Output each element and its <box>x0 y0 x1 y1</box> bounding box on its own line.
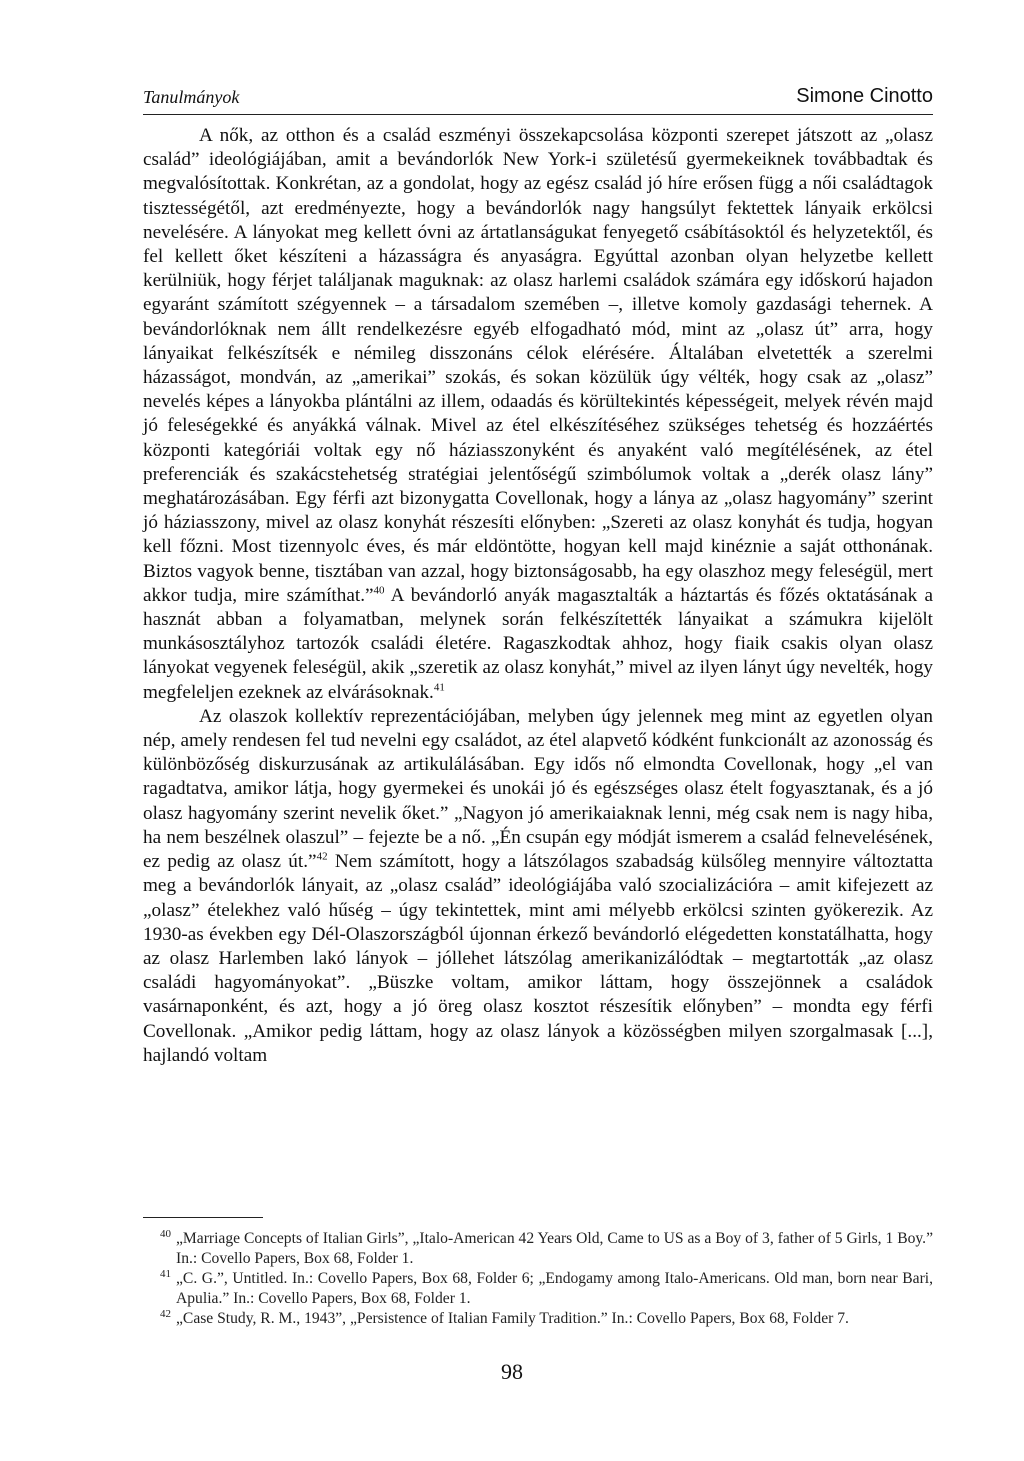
paragraph-2-text-a: Az olaszok kollektív reprezentációjában, melyben úgy jelennek meg mint az egyetlen olyan nép, amely rendesen fel tud nevelni egy családot, az étel alapvető kódként funkcionált az azonosság és különbözőség diskurzusának az artikulálásában. Egy idős nő elmondta Covellonak, hogy „el van ragadtatva, amikor látja, hogy gyermekei és unokái jó és egészséges olasz ételt fogyasztanak, és a jó olasz hagyomány szerint nevelik őket.” „Nagyon jó amerikaiaknak lenni, még csak nem is nagy hiba, ha nem beszélnek olaszul” – fejezte be a nő. „Én csupán egy módját ismerem a család felnevelésének, ez pedig az olasz út.” <box>143 705 933 873</box>
footnote-number: 42 <box>160 1308 171 1320</box>
footnote-number: 40 <box>160 1228 171 1240</box>
header-section-title: Tanulmányok <box>143 87 240 107</box>
footnote-text: „Case Study, R. M., 1943”, „Persistence of Italian Family Tradition.” In.: Covello Papers, Box 68, Folder 7. <box>176 1310 849 1327</box>
footnote-divider <box>143 1217 263 1218</box>
footnote-ref-41: 41 <box>433 681 445 694</box>
paragraph-2 <box>143 705 933 1068</box>
footnote-41 <box>143 1269 933 1308</box>
paragraph-2-text-b: Nem számított, hogy a látszólagos szabadság külsőleg mennyire változtatta meg a bevándorlók lányait, az „olasz család” ideológiájába való szocializációra – amit kifejezett az „olasz” ételekhez való hűség – úgy tekintettek, mint ami mélyebb erkölcsi szinten gyökerezik. Az 1930-as években egy Dél-Olaszországból újonnan érkező bevándorló elégedetten konstatálhatta, hogy az olasz Harlemben lakó lányok – jóllehet látszólag amerikanizálódtak – megtartották „az olasz családi hagyományokat”. „Büszke voltam, amikor láttam, hogy összejönnek a családok vasárnaponként, és azt, hogy a jó öreg olasz kosztot részesítik előnyben” – mondta egy férfi Covellonak. „Amikor pedig láttam, hogy az olasz lányok a közösségben milyen szorgalmasak [...], hajlandó voltam <box>143 851 933 1066</box>
paragraph-1 <box>143 124 933 705</box>
footnote-text: „C. G.”, Untitled. In.: Covello Papers, Box 68, Folder 6; „Endogamy among Italo-Americans. Old man, born near Bari, Apulia.” In.: Covello Papers, Box 68, Folder 1. <box>176 1270 933 1307</box>
page-number: 98 <box>501 1359 523 1384</box>
footnotes <box>143 1229 933 1330</box>
footnote-text: „Marriage Concepts of Italian Girls”, „Italo-American 42 Years Old, Came to US as a Boy of 3, father of 5 Girls, 1 Boy.” In.: Covello Papers, Box 68, Folder 1. <box>176 1230 933 1267</box>
footnote-ref-42: 42 <box>316 850 328 863</box>
paragraph-1-text-a: A nők, az otthon és a család eszményi összekapcsolása központi szerepet játszott az „olasz család” ideológiájában, amit a bevándorlók New York-i születésű gyermekeiknek továbbadtak és megvalósítottak. Konkrétan, az a gondolat, hogy az egész család jó híre erősen függ a női családtagok tisztességétől, azt eredményezte, hogy a bevándorlók nagy hangsúlyt fektettek lányaik erkölcsi nevelésére. A lányokat meg kellett óvni az ártatlanságukat fenyegető csábításoktól és helyzetektől, és fel kellett őket készíteni a házasságra és anyaságra. Egyúttal azonban olyan helyzetbe kellett kerülniük, hogy férjet találjanak maguknak: az olasz harlemi családok számára egy időskorú hajadon egyaránt számított szégyennek – a társadalom szemében –, illetve komoly gazdasági tehernek. A bevándorlóknak nem állt rendelkezésre egyéb elfogadható mód, mint az „olasz út” arra, hogy lányaikat felkészítsék e némileg disszonáns célok elérésére. Általában elvetették a szerelmi házasságot, mondván, az „amerikai” szokás, és sokan közülük úgy vélték, hogy csak az „olasz” nevelés képes a lányokba plántálni az illem, odaadás és körültekintés képességeit, melyek révén majd jó feleségekké és anyákká válnak. Mivel az étel elkészítéséhez szükséges tehetség és hozzáértés központi kategóriái voltak egy nő háziasszonyként és anyaként való megítélésének, az étel preferenciák és szakácstehetség stratégiai jelentőségű szimbólumok voltak a „derék olasz lány” meghatározásában. Egy férfi azt bizonygatta Covellonak, hogy a lánya az „olasz hagyomány” szerint jó háziasszony, mivel az olasz konyhát részesíti előnyben: „Szereti az olasz konyhát és tudja, hogyan kell főzni. Most tizennyolc éves, és már eldöntötte, hogyan kell majd kinéznie a saját otthonának. Biztos vagyok benne, tisztában van azzal, hogy biztonságosabb, ha egy olaszhoz megy feleségül, mert akkor tudja, mire számíthat.” <box>143 125 933 606</box>
footnote-40 <box>143 1229 933 1268</box>
running-header <box>143 84 933 115</box>
paragraph-1-text-b: A bevándorló anyák magasztalták a háztartás és főzés oktatásának a hasznát abban a folyamatban, melynek során felkészítették lányaikat a számukra kijelölt munkásosztályhoz tartozók családi életére. Ragaszkodtak ahhoz, hogy fiaik csakis olyan olasz lányokat vegyenek feleségül, akik „szeretik az olasz konyhát,” mivel az ilyen lányt úgy nevelték, hogy megfeleljen ezeknek az elvárásoknak. <box>143 584 933 703</box>
body-text <box>143 124 933 1068</box>
footnote-number: 41 <box>160 1268 171 1280</box>
header-author: Simone Cinotto <box>796 85 933 107</box>
footnote-42 <box>143 1309 933 1329</box>
footnote-ref-40: 40 <box>373 584 385 597</box>
